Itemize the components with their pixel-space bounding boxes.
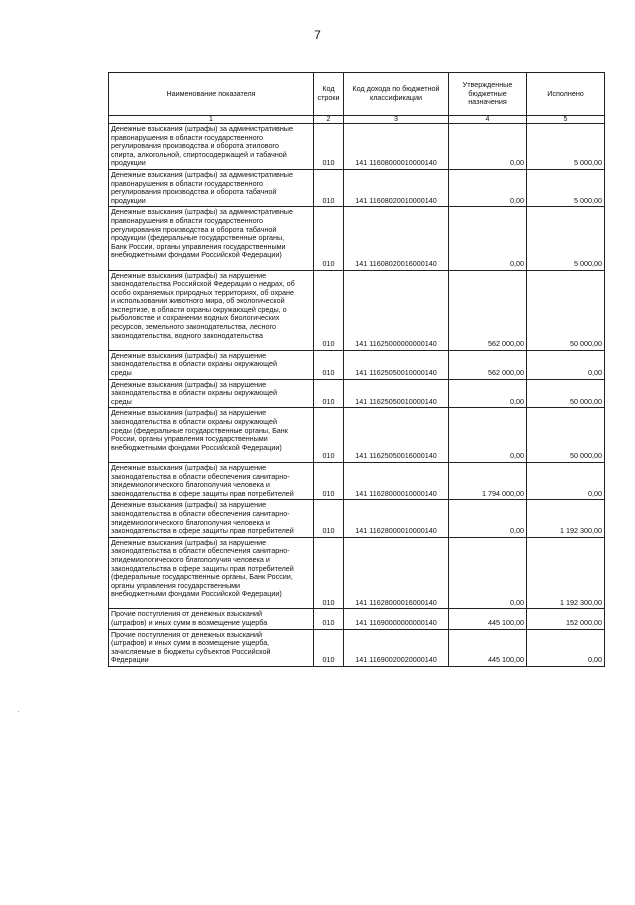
executed-amount-cell: 1 192 300,00	[527, 537, 605, 609]
line-code-cell: 010	[314, 462, 344, 499]
table-row	[109, 124, 605, 170]
column-number: 2	[314, 116, 344, 124]
executed-amount-cell: 152 000,00	[527, 609, 605, 629]
indicator-name-cell: Денежные взыскания (штрафы) за нарушение законодательства в области охраны окружающей среды	[109, 379, 314, 408]
line-code-cell: 010	[314, 629, 344, 666]
table-row	[109, 270, 605, 350]
indicator-name-cell: Денежные взыскания (штрафы) за нарушение законодательства Российской Федерации о недрах, об особо охраняемых природных территориях, об охране и использовании животного мира, об экологической экспертизе, в области охраны окружающей среды, о рыболовстве и сохранении водных биологических ресурсов, земельного законодательства, лесного законодательства, водного законодательства	[109, 270, 314, 350]
approved-amount-cell: 0,00	[449, 379, 527, 408]
line-code-cell: 010	[314, 537, 344, 609]
header-approved: Утвержденные бюджетные назначения	[449, 73, 527, 116]
header-line-code: Код строки	[314, 73, 344, 116]
income-code-cell: 141 11608020016000140	[344, 207, 449, 270]
income-code-cell: 141 11628000010000140	[344, 500, 449, 537]
income-code-cell: 141 11608000010000140	[344, 124, 449, 170]
table-row	[109, 629, 605, 666]
column-number: 4	[449, 116, 527, 124]
line-code-cell: 010	[314, 124, 344, 170]
table-row	[109, 408, 605, 463]
approved-amount-cell: 562 000,00	[449, 270, 527, 350]
line-code-cell: 010	[314, 408, 344, 463]
income-code-cell: 141 11690000000000140	[344, 609, 449, 629]
income-code-cell: 141 11608020010000140	[344, 169, 449, 206]
budget-execution-table	[108, 72, 605, 667]
executed-amount-cell: 5 000,00	[527, 124, 605, 170]
executed-amount-cell: 50 000,00	[527, 408, 605, 463]
approved-amount-cell: 445 100,00	[449, 609, 527, 629]
executed-amount-cell: 0,00	[527, 462, 605, 499]
header-indicator-name: Наименование показателя	[109, 73, 314, 116]
table-row	[109, 500, 605, 537]
table-row	[109, 379, 605, 408]
table-row	[109, 462, 605, 499]
page-number: 7	[314, 28, 321, 42]
executed-amount-cell: 5 000,00	[527, 169, 605, 206]
executed-amount-cell: 1 192 300,00	[527, 500, 605, 537]
header-income-code: Код дохода по бюджетной классификации	[344, 73, 449, 116]
income-code-cell: 141 11625050016000140	[344, 408, 449, 463]
income-code-cell: 141 11625050010000140	[344, 379, 449, 408]
column-number: 3	[344, 116, 449, 124]
approved-amount-cell: 0,00	[449, 537, 527, 609]
executed-amount-cell: 50 000,00	[527, 270, 605, 350]
income-code-cell: 141 11628000016000140	[344, 537, 449, 609]
line-code-cell: 010	[314, 207, 344, 270]
table-row	[109, 537, 605, 609]
line-code-cell: 010	[314, 500, 344, 537]
approved-amount-cell: 0,00	[449, 169, 527, 206]
approved-amount-cell: 0,00	[449, 207, 527, 270]
indicator-name-cell: Денежные взыскания (штрафы) за нарушение законодательства в области обеспечения санитарно- эпидемиологического благополучия человека и законодательства в сфере защиты прав потребителей	[109, 500, 314, 537]
indicator-name-cell: Денежные взыскания (штрафы) за нарушение законодательства в области охраны окружающей среды (федеральные государственные органы, Банк России, органы управления государственными внебюджетными фондами Российской Федерации)	[109, 408, 314, 463]
approved-amount-cell: 0,00	[449, 124, 527, 170]
table-header-row	[109, 73, 605, 116]
indicator-name-cell: Денежные взыскания (штрафы) за административные правонарушения в области государственного регулирования производства и оборота этилового спирта, алкогольной, спиртосодержащей и табачной продукции	[109, 124, 314, 170]
margin-mark: ·	[17, 707, 20, 716]
table-row	[109, 350, 605, 379]
executed-amount-cell: 0,00	[527, 629, 605, 666]
indicator-name-cell: Денежные взыскания (штрафы) за нарушение законодательства в области обеспечения санитарно- эпидемиологического благополучия человека и законодательства в сфере защиты прав потребителей (федеральные государственные органы, Банк России, органы управления государственными внебюджетными фондами Российской Федерации)	[109, 537, 314, 609]
income-code-cell: 141 11625000000000140	[344, 270, 449, 350]
executed-amount-cell: 5 000,00	[527, 207, 605, 270]
column-number: 5	[527, 116, 605, 124]
executed-amount-cell: 0,00	[527, 350, 605, 379]
approved-amount-cell: 0,00	[449, 408, 527, 463]
approved-amount-cell: 0,00	[449, 500, 527, 537]
line-code-cell: 010	[314, 270, 344, 350]
header-executed: Исполнено	[527, 73, 605, 116]
line-code-cell: 010	[314, 169, 344, 206]
indicator-name-cell: Денежные взыскания (штрафы) за административные правонарушения в области государственного регулирования производства и оборота табачной продукции (федеральные государственные органы, Банк России, органы управления государственными внебюджетными фондами Российской Федерации)	[109, 207, 314, 270]
executed-amount-cell: 50 000,00	[527, 379, 605, 408]
line-code-cell: 010	[314, 379, 344, 408]
indicator-name-cell: Прочие поступления от денежных взысканий (штрафов) и иных сумм в возмещение ущерба	[109, 609, 314, 629]
income-code-cell: 141 11625050010000140	[344, 350, 449, 379]
line-code-cell: 010	[314, 609, 344, 629]
approved-amount-cell: 445 100,00	[449, 629, 527, 666]
column-number: 1	[109, 116, 314, 124]
table-row	[109, 169, 605, 206]
income-code-cell: 141 11628000010000140	[344, 462, 449, 499]
income-code-cell: 141 11690020020000140	[344, 629, 449, 666]
approved-amount-cell: 562 000,00	[449, 350, 527, 379]
indicator-name-cell: Денежные взыскания (штрафы) за административные правонарушения в области государственного регулирования производства и оборота табачной продукции	[109, 169, 314, 206]
table-row	[109, 207, 605, 270]
indicator-name-cell: Денежные взыскания (штрафы) за нарушение законодательства в области обеспечения санитарно- эпидемиологического благополучия человека и законодательства в сфере защиты прав потребителей	[109, 462, 314, 499]
indicator-name-cell: Денежные взыскания (штрафы) за нарушение законодательства в области охраны окружающей среды	[109, 350, 314, 379]
table-row	[109, 609, 605, 629]
approved-amount-cell: 1 794 000,00	[449, 462, 527, 499]
line-code-cell: 010	[314, 350, 344, 379]
column-number-row	[109, 116, 605, 124]
indicator-name-cell: Прочие поступления от денежных взысканий (штрафов) и иных сумм в возмещение ущерба, зачисляемые в бюджеты субъектов Российской Федерации	[109, 629, 314, 666]
